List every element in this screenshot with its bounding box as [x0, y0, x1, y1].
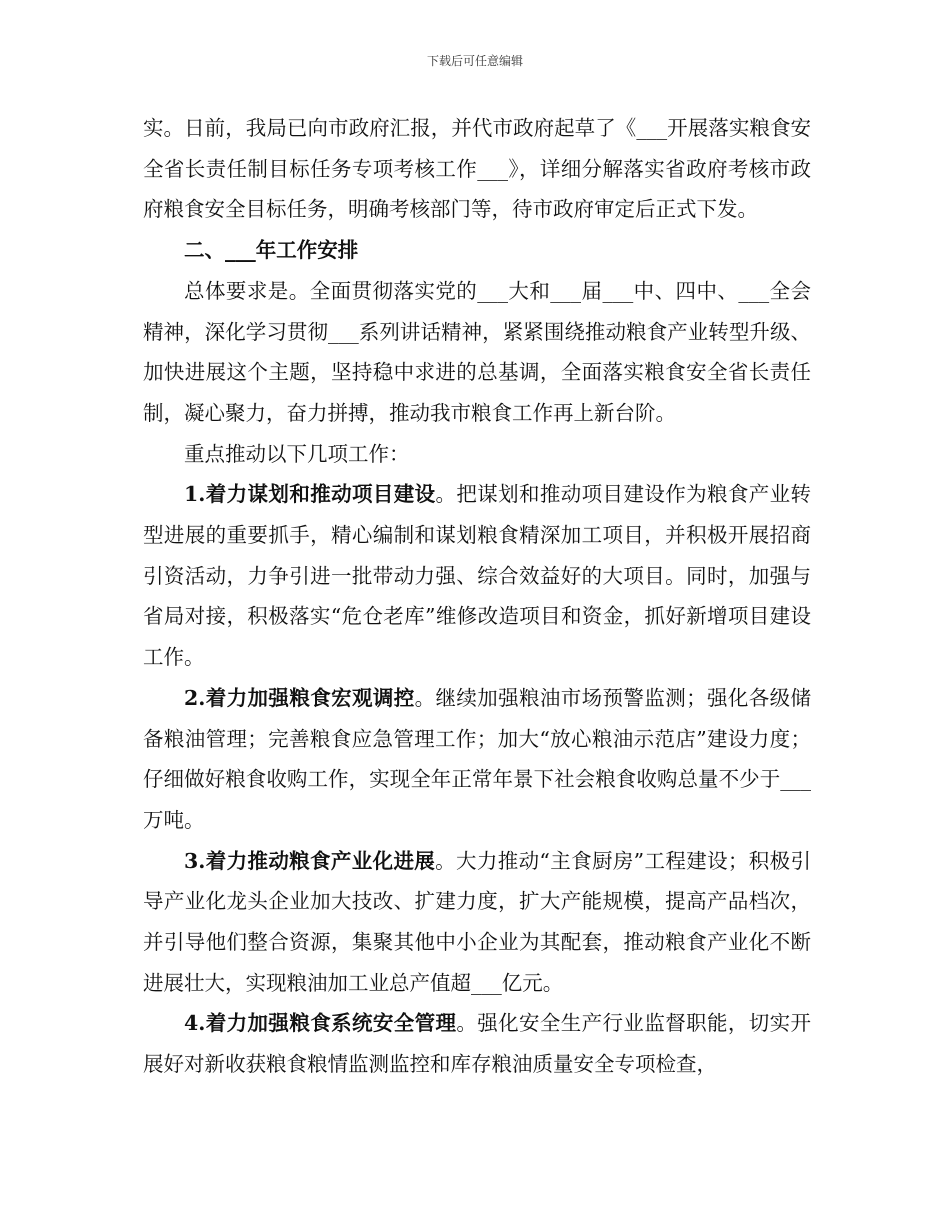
paragraph-text: 重点推动以下几项工作： — [184, 441, 410, 466]
item-lead: 3.着力推动粮食产业化进展 — [184, 848, 436, 873]
paragraph-key-work-intro — [143, 434, 811, 475]
paragraph-text: 。大力推动“主食厨房”工程建设；积极引导产业化龙头企业加大技改、扩建力度，扩大产能规模，提高产品档次，并引导他们整合资源，集聚其他中小企业为其配套，推动粮食产业化不断进展壮大，实现粮油加工业总产值超___亿元。 — [143, 848, 811, 995]
section-heading — [143, 230, 811, 271]
paragraph-item-3 — [143, 841, 811, 1004]
paragraph-text: 总体要求是。全面贯彻落实党的___大和___届___中、四中、___全会精神，深化学习贯彻___系列讲话精神，紧紧围绕推动粮食产业转型升级、加快进展这个主题，坚持稳中求进的总基调，全面落实粮食安全省长责任制，凝心聚力，奋力拼搏，推动我市粮食工作再上新台阶。 — [143, 278, 811, 425]
paragraph-item-2 — [143, 678, 811, 841]
section-heading-text: 二、___年工作安排 — [184, 238, 359, 263]
paragraph-text: 。强化安全生产行业监督职能，切实开展好对新收获粮食粮情监测监控和库存粮油质量安全专项检查， — [143, 1011, 811, 1077]
item-lead: 2.着力加强粮食宏观调控 — [184, 685, 415, 710]
paragraph-item-1 — [143, 474, 811, 678]
paragraph-overall-requirements — [143, 271, 811, 434]
item-lead: 1.着力谋划和推动项目建设 — [184, 482, 436, 507]
page-header-note: 下载后可任意编辑 — [426, 54, 523, 68]
paragraph-continued — [143, 108, 811, 230]
paragraph-item-4 — [143, 1003, 811, 1084]
paragraph-text: 。继续加强粮油市场预警监测；强化各级储备粮油管理；完善粮食应急管理工作；加大“放心粮油示范店”建设力度；仔细做好粮食收购工作，实现全年正常年景下社会粮食收购总量不少于___万吨。 — [143, 685, 811, 832]
paragraph-text: 实。日前，我局已向市政府汇报，并代市政府起草了《___开展落实粮食安全省长责任制目标任务专项考核工作___》，详细分解落实省政府考核市政府粮食安全目标任务，明确考核部门等，待市政府审定后正式下发。 — [143, 116, 811, 222]
item-lead: 4.着力加强粮食系统安全管理 — [184, 1011, 457, 1036]
document-body — [143, 108, 811, 1085]
paragraph-text: 。把谋划和推动项目建设作为粮食产业转型进展的重要抓手，精心编制和谋划粮食精深加工项目，并积极开展招商引资活动，力争引进一批带动力强、综合效益好的大项目。同时，加强与省局对接，积极落实“危仓老库”维修改造项目和资金，抓好新增项目建设工作。 — [143, 482, 812, 670]
